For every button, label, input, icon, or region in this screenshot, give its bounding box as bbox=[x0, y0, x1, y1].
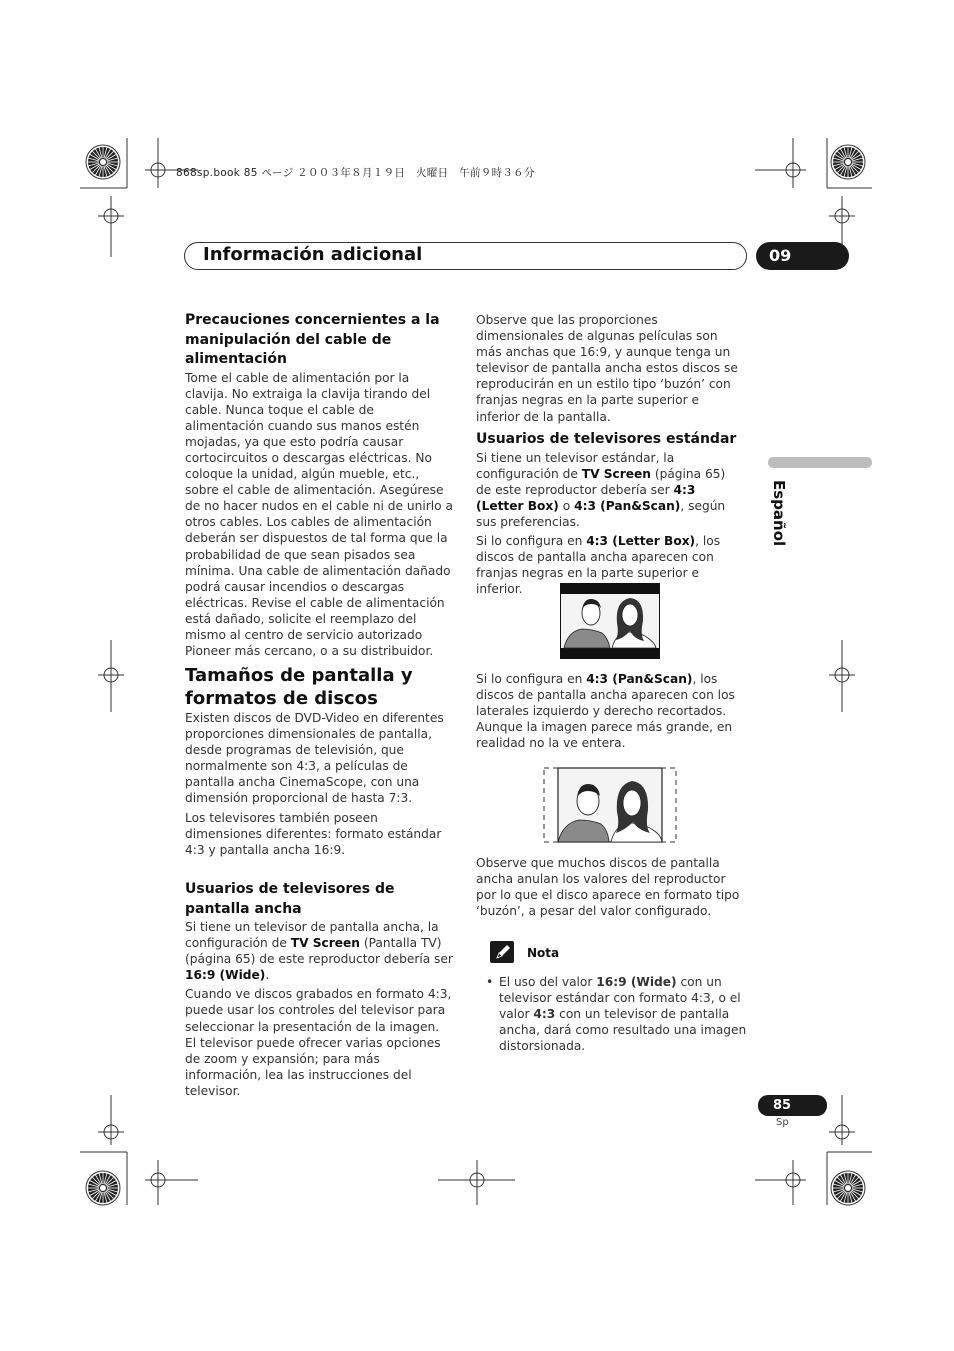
paragraph: Observe que muchos discos de pantalla ancha anulan los valores del reproductor por lo que el disco aparece en formato tipo ‘buzón’, a pesar del valor configurado. bbox=[476, 856, 740, 919]
section-heading: Tamaños de pantalla y formatos de discos bbox=[185, 665, 413, 709]
paragraph: Los televisores también poseen dimensiones diferentes: formato estándar 4:3 y pantalla ancha 16:9. bbox=[185, 810, 442, 857]
paragraph: Si lo configura en 4:3 (Pan&Scan), los discos de pantalla ancha aparecen con los laterales izquierdo y derecho recortados. Aunque la imagen parece más grande, en realidad no la ve entera. bbox=[476, 672, 735, 751]
left-column-widescreen bbox=[185, 880, 453, 1102]
crosshair-icon bbox=[438, 1160, 515, 1205]
bullet-icon: • bbox=[486, 975, 494, 989]
starburst-target-icon bbox=[831, 1171, 865, 1205]
starburst-target-icon bbox=[831, 145, 865, 179]
paragraph: Cuando ve discos grabados en formato 4:3, puede usar los controles del televisor para seleccionar la presentación de la imagen. El televisor puede ofrecer varias opciones de zoom y expansión; para más información, lea las instrucciones del televisor. bbox=[185, 987, 452, 1098]
section-heading: Precauciones concernientes a la manipulación del cable de alimentación bbox=[185, 312, 440, 367]
starburst-target-icon bbox=[86, 1171, 120, 1205]
paragraph: Si tiene un televisor estándar, la configuración de TV Screen (página 65) de este reproductor debería ser 4:3 (Letter Box) o 4:3 (Pan&Scan), según sus preferencias. bbox=[476, 450, 726, 529]
left-column bbox=[185, 311, 453, 662]
panscan-illustration bbox=[543, 767, 677, 843]
crosshair-icon bbox=[145, 1160, 198, 1205]
paragraph: Si lo configura en 4:3 (Letter Box), los discos de pantalla ancha aparecen con franjas negras en la parte superior e inferior. bbox=[476, 533, 721, 597]
print-line: 868sp.book 85 ページ ２００３年８月１９日 火曜日 午前９時３６分 bbox=[176, 167, 535, 179]
crosshair-icon bbox=[145, 138, 198, 188]
letterbox-illustration bbox=[560, 583, 660, 659]
right-column-override bbox=[476, 855, 744, 922]
page-title: Información adicional bbox=[203, 244, 423, 265]
paragraph: Si tiene un televisor de pantalla ancha, la configuración de TV Screen (Pantalla TV) (página 65) de este reproductor debería ser 16:9 (Wide). bbox=[185, 920, 453, 983]
left-column-screen-sizes bbox=[185, 664, 453, 861]
chapter-badge: 09 bbox=[756, 242, 849, 270]
starburst-target-icon bbox=[86, 145, 120, 179]
crosshair-icon bbox=[829, 640, 855, 712]
section-heading: Usuarios de televisores de pantalla ancha bbox=[185, 881, 395, 917]
note-label: Nota bbox=[527, 946, 560, 960]
crosshair-icon bbox=[98, 196, 124, 257]
right-column-standard bbox=[476, 430, 744, 600]
crosshair-icon bbox=[829, 1095, 855, 1145]
paragraph: Tome el cable de alimentación por la clavija. No extraiga la clavija tirando del cable. Nunca toque el cable de alimentación cuando sus manos estén mojadas, ya que esto podría causar cortocircuitos o descargas eléctricas. No coloque la unidad, algún mueble, etc., sobre el cable de alimentación. Asegúrese de no hacer nudos en el cable ni de unirlo a otros cables. Los cables de alimentación deberán ser dispuestos de tal forma que la probabilidad de que sean pisados sea mínima. Una cable de alimentación dañado podrá causar incendios o descargas eléctricas. Revise el cable de alimentación está dañado, solicite el reemplazo del mismo al centro de servicio autorizado Pioneer más cercano, o a su distribuidor. bbox=[185, 370, 453, 659]
paragraph: Existen discos de DVD-Video en diferentes proporciones dimensionales de pantalla, desde programas de televisión, que normalmente son 4:3, a películas de pantalla ancha CinemaScope, con una dimensión proporcional de hasta 7:3. bbox=[185, 711, 444, 806]
paragraph: Observe que las proporciones dimensionales de algunas películas son más anchas que 16:9, y aunque tenga un televisor de pantalla ancha estos discos se reproducirán en un estilo tipo ‘buzón’ con franjas negras en la parte superior e inferior de la pantalla. bbox=[476, 313, 738, 424]
crosshair-icon bbox=[755, 138, 806, 188]
crosshair-icon bbox=[98, 640, 124, 712]
section-heading: Usuarios de televisores estándar bbox=[476, 431, 737, 447]
right-column bbox=[476, 312, 744, 428]
note-pencil-icon bbox=[490, 941, 514, 963]
page-language-code: Sp bbox=[776, 1117, 789, 1128]
crosshair-icon bbox=[98, 1095, 124, 1145]
right-column-panscan bbox=[476, 671, 744, 754]
language-tab-bar bbox=[768, 457, 872, 468]
page-number-badge: 85 bbox=[758, 1095, 827, 1116]
note-item: • El uso del valor 16:9 (Wide) con un televisor estándar con formato 4:3, o el valor 4:3 con un televisor de pantalla ancha, dará como resultado una imagen distorsionada. bbox=[486, 975, 747, 1054]
language-tab-label: Español bbox=[770, 480, 788, 547]
crosshair-icon bbox=[755, 1160, 806, 1205]
